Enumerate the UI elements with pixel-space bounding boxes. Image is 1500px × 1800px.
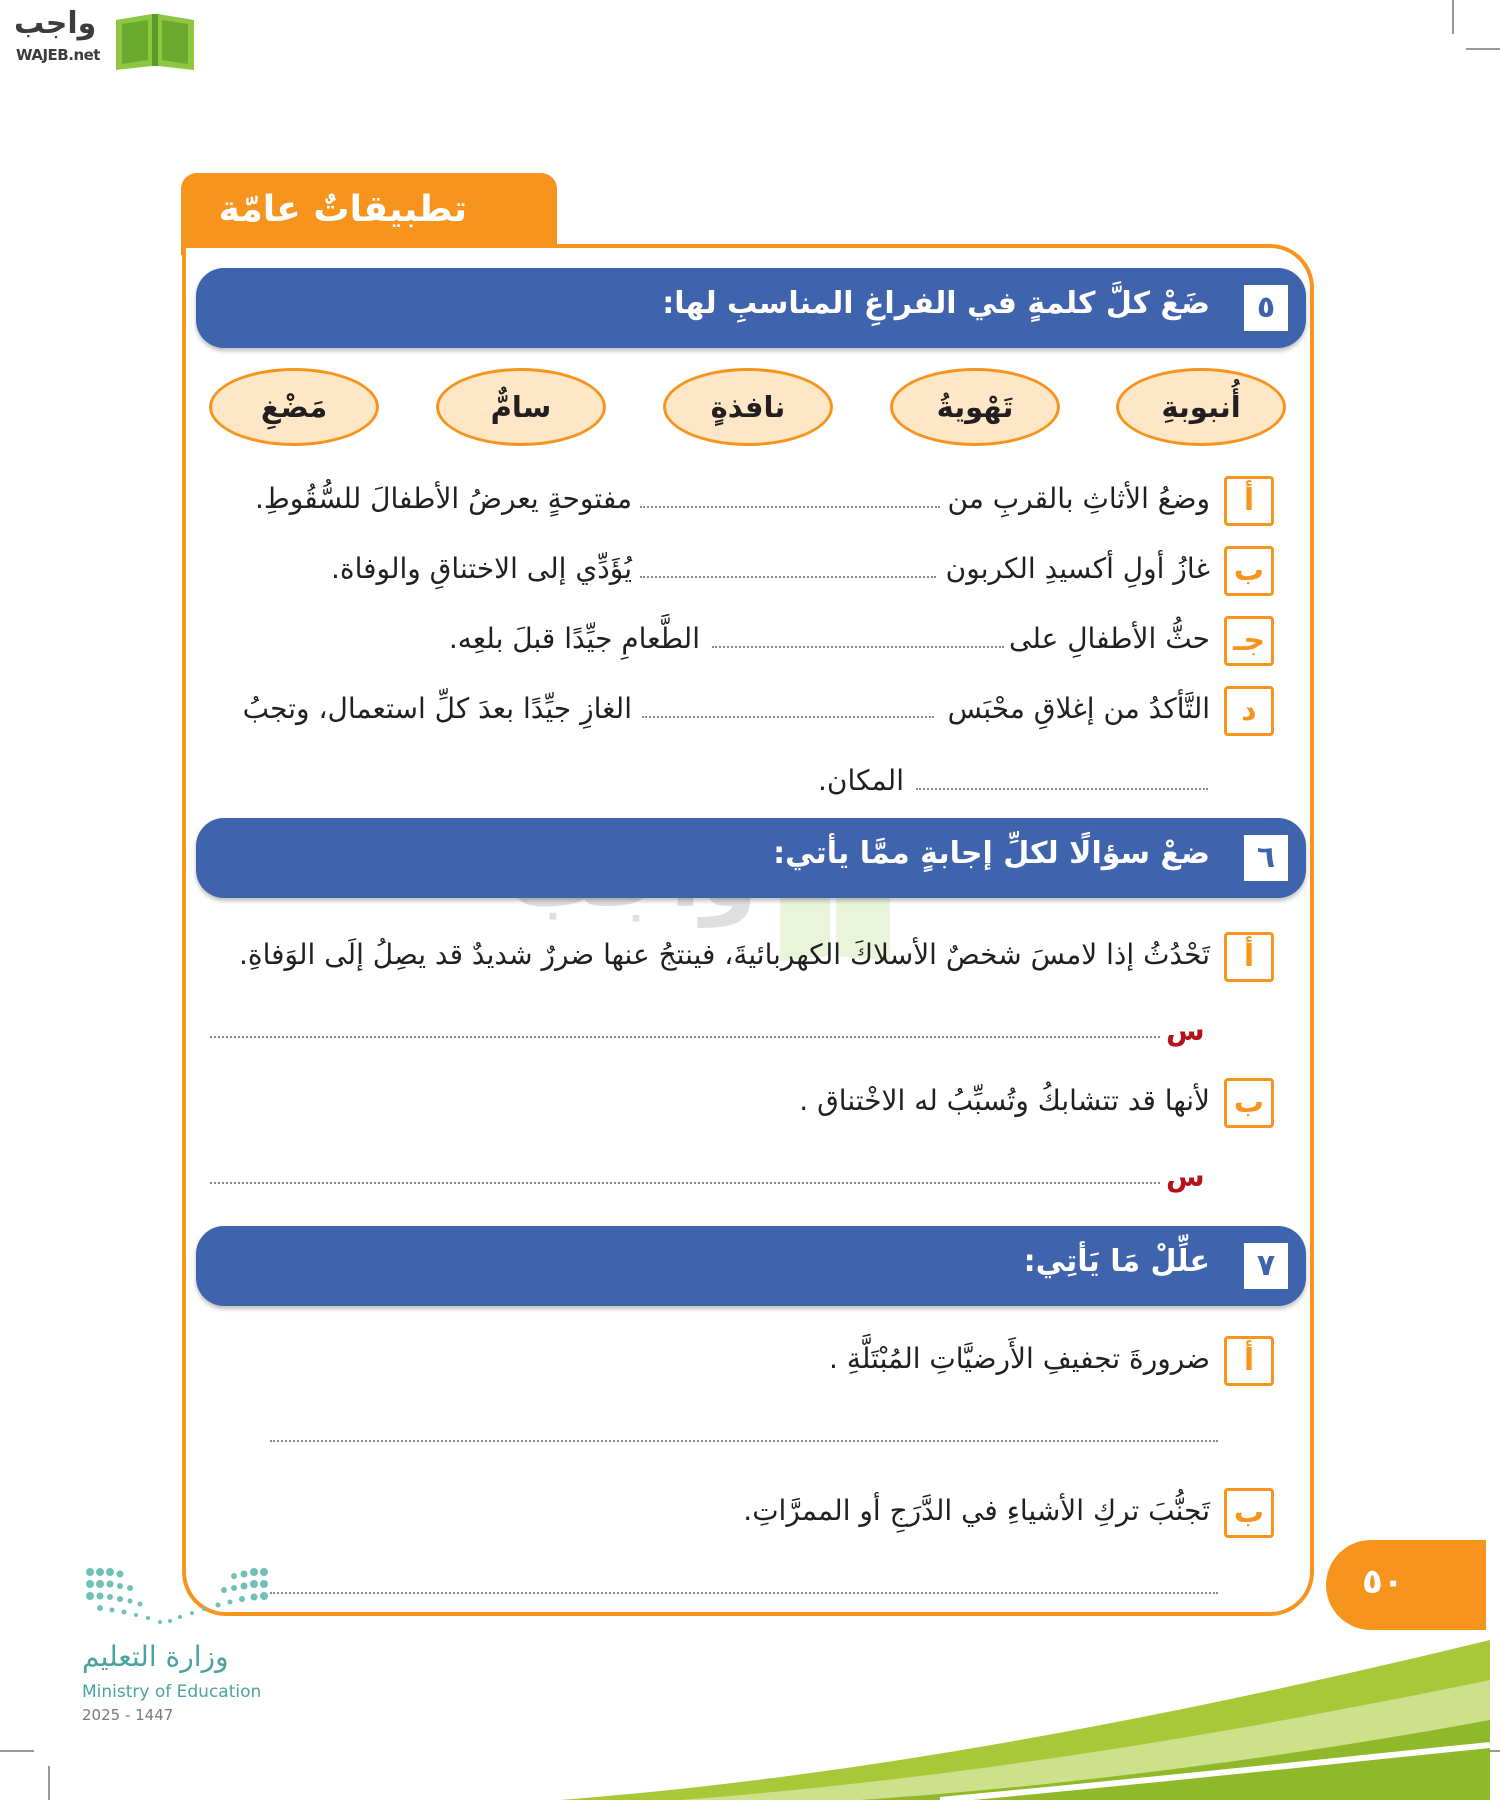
letter-label: د [1241,693,1257,728]
section-tab [181,173,557,255]
answer-line[interactable] [210,1182,1160,1184]
letter-box [1224,932,1274,982]
ministry-logo [82,1564,292,1724]
sentence-end: الطَّعامِ جيِّدًا قبلَ بلعِه. [448,622,700,655]
page-number-tab [1326,1540,1486,1630]
letter-box [1224,546,1274,596]
blank-line[interactable] [640,576,936,578]
sentence-end: الغازِ جيِّدًا بعدَ كلِّ استعمال، وتجبُ [242,692,632,725]
word-oval: تَهْويةُ [890,368,1060,446]
blank-line[interactable] [916,788,1208,790]
letter-label: أ [1243,939,1255,974]
letter-label: ب [1233,1085,1265,1120]
answer-line[interactable] [270,1592,1218,1594]
word-oval: أُنبوبةِ [1116,368,1286,446]
letter-label: أ [1243,483,1255,518]
section-title: تطبيقاتٌ عامّة [218,189,467,230]
question-prompt: ضَعْ كلَّ كلمةٍ في الفراغِ المناسبِ لها: [662,286,1210,321]
page-number: ٥٠ [1362,1562,1404,1602]
answer-statement: لأنها قد تتشابكُ وتُسبِّبُ له الاخْتناق . [799,1084,1210,1117]
sentence-start: حثُّ الأطفالِ على [1009,622,1210,655]
crop-mark [1452,0,1454,34]
reason-statement: تَجنُّبَ تركِ الأشياءِ في الدَّرَجِ أو الممرَّاتِ. [743,1494,1210,1527]
ministry-english: Ministry of Education [82,1682,262,1702]
sentence-end-continued: المكان. [818,764,904,797]
word-oval: مَضْغِ [209,368,379,446]
question-mark-label: س [1166,1014,1205,1047]
reason-statement: ضرورةَ تجفيفِ الأَرضيَّاتِ المُبْتَلَّةِ . [829,1342,1210,1375]
crop-mark [0,1750,34,1752]
word-oval: سامٌّ [436,368,606,446]
question-number: ٥ [1244,285,1288,331]
blank-line[interactable] [712,646,1004,648]
question-6-header [196,818,1306,898]
ministry-dots-icon [84,1564,274,1634]
question-number: ٦ [1244,835,1288,881]
letter-label: ب [1233,553,1265,588]
answer-statement: تَحْدُثُ إذا لامسَ شخصٌ الأسلاكَ الكهربائيةَ، فينتجُ عنها ضررٌ شديدٌ قد يصِلُ إلَى الوَفاةِ. [239,938,1210,971]
decorative-wave [560,1630,1500,1800]
letter-box [1224,616,1274,666]
question-mark-label: س [1166,1160,1205,1193]
sentence-end: مفتوحةٍ يعرضُ الأطفالَ للسُّقُوطِ. [255,482,632,515]
question-prompt: ضعْ سؤالًا لكلِّ إجابةٍ ممَّا يأتي: [773,836,1210,871]
question-7-header [196,1226,1306,1306]
question-prompt: علِّلْ مَا يَأتِي: [1023,1244,1210,1279]
answer-line[interactable] [210,1036,1160,1038]
letter-box [1224,1336,1274,1386]
logo-english: WAJEB.net [16,46,100,64]
letter-label: جـ [1233,623,1265,658]
ministry-year: 2025 - 1447 [82,1706,174,1724]
sentence-end: يُؤَدِّي إلى الاختناقِ والوفاة. [331,552,632,585]
question-number: ٧ [1244,1243,1288,1289]
answer-line[interactable] [270,1440,1218,1442]
letter-box [1224,476,1274,526]
letter-box [1224,1488,1274,1538]
sentence-start: التَّأكدُ من إغلاقِ محْبَس [947,692,1210,725]
sentence-start: غازُ أولِ أكسيدِ الكربون [945,552,1210,585]
sentence-start: وضعُ الأثاثِ بالقربِ من [947,482,1210,515]
blank-line[interactable] [640,506,940,508]
letter-label: أ [1243,1343,1255,1378]
wajeb-logo[interactable] [8,6,194,68]
question-5-header [196,268,1306,348]
crop-mark [1466,48,1500,50]
letter-box [1224,686,1274,736]
ministry-arabic: وزارة التعليم [82,1640,229,1673]
letter-box [1224,1078,1274,1128]
book-icon [114,10,196,70]
word-oval: نافذةٍ [663,368,833,446]
logo-arabic: واجب [14,6,97,41]
letter-label: ب [1233,1495,1265,1530]
blank-line[interactable] [642,716,934,718]
crop-mark [48,1766,50,1800]
